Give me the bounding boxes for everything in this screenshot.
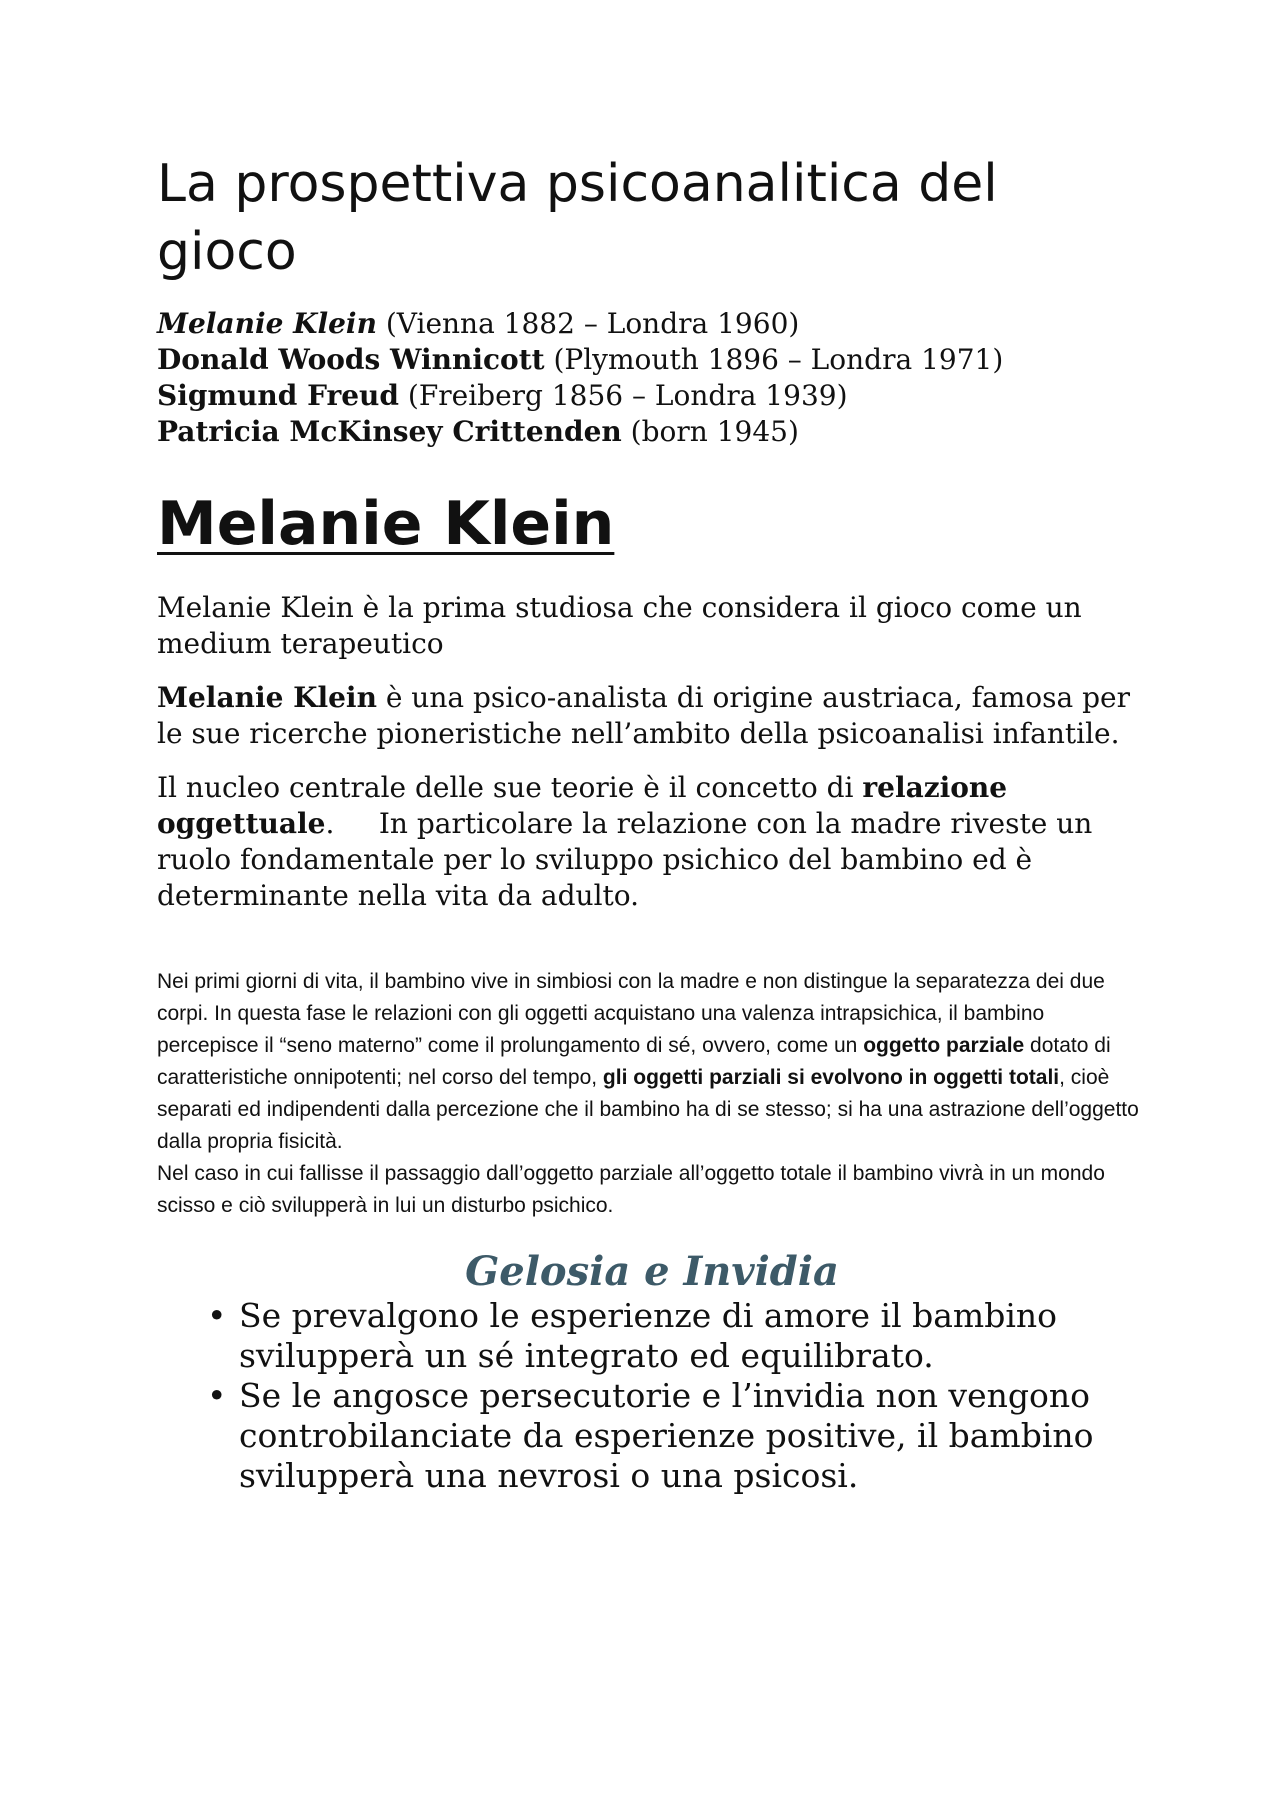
author-details: (Vienna 1882 – Londra 1960) [376,307,800,340]
bullet-icon: • [207,1376,227,1415]
author-details: (Plymouth 1896 – Londra 1971) [544,343,1004,376]
paragraph-text: dotato di caratteristiche onnipotenti; nel corso del tempo, [157,1034,1111,1089]
paragraph-text: , cioè separati ed indipendenti dalla percezione che il bambino ha di se stesso; si ha una astrazione dell’oggetto dalla propria fisicità. [157,1066,1139,1153]
paragraph-theory [157,770,1147,914]
bold-name: Melanie Klein [157,681,377,714]
bold-term: oggetto parziale [863,1034,1025,1057]
paragraph-development [157,966,1147,1222]
paragraph-biography [157,680,1147,752]
author-line-crittenden [157,414,1147,450]
bullet-list [157,1296,1147,1496]
list-item [205,1376,1147,1496]
author-details: (born 1945) [621,415,799,448]
paragraph-text: è una psico-analista di origine austriaca, famosa per le sue ricerche pioneristiche nell’ambito della psicoanalisi infantile. [157,681,1130,750]
author-line-freud [157,378,1147,414]
document-page [157,150,1147,1496]
paragraph-text: Nei primi giorni di vita, il bambino vive in simbiosi con la madre e non distingue la separatezza dei due corpi. In questa fase le relazioni con gli oggetti acquistano una valenza intrapsichica, il bambino percepisce il “seno materno” come il prolungamento di sé, ovvero, come un [157,970,1105,1057]
author-details: (Freiberg 1856 – Londra 1939) [399,379,848,412]
paragraph-text: . In particolare la relazione con la madre riveste un ruolo fondamentale per lo sviluppo psichico del bambino ed è determinante nella vita da adulto. [157,807,1102,912]
bold-term: relazione oggettuale [157,771,1008,840]
paragraph-intro: Melanie Klein è la prima studiosa che considera il gioco come un medium terapeutico [157,591,1082,660]
author-line-winnicott [157,342,1147,378]
author-line-klein [157,306,1147,342]
list-item-text: Se le angosce persecutorie e l’invidia non vengono controbilanciate da esperienze positive, il bambino svilupperà una nevrosi o una psicosi. [239,1376,1094,1495]
paragraph-text: Nel caso in cui fallisse il passaggio dall’oggetto parziale all’oggetto totale il bambino vivrà in un mondo scisso e ciò svilupperà in lui un disturbo psichico. [157,1162,1105,1217]
subheading-gelosia: Gelosia e Invidia [465,1248,839,1295]
author-name: Patricia McKinsey Crittenden [157,415,622,448]
section-heading: Melanie Klein [157,489,615,559]
list-item [205,1296,1147,1376]
bullet-icon: • [207,1296,227,1335]
authors-list [157,306,1147,450]
author-name: Melanie Klein [157,307,377,340]
author-name: Sigmund Freud [157,379,399,412]
list-item-text: Se prevalgono le esperienze di amore il bambino svilupperà un sé integrato ed equilibrato. [239,1296,1058,1375]
author-name: Donald Woods Winnicott [157,343,545,376]
paragraph-text: Il nucleo centrale delle sue teorie è il concetto di [157,771,863,804]
document-title: La prospettiva psicoanalitica del gioco [157,154,998,282]
bold-term: gli oggetti parziali si evolvono in oggetti totali [602,1066,1060,1089]
